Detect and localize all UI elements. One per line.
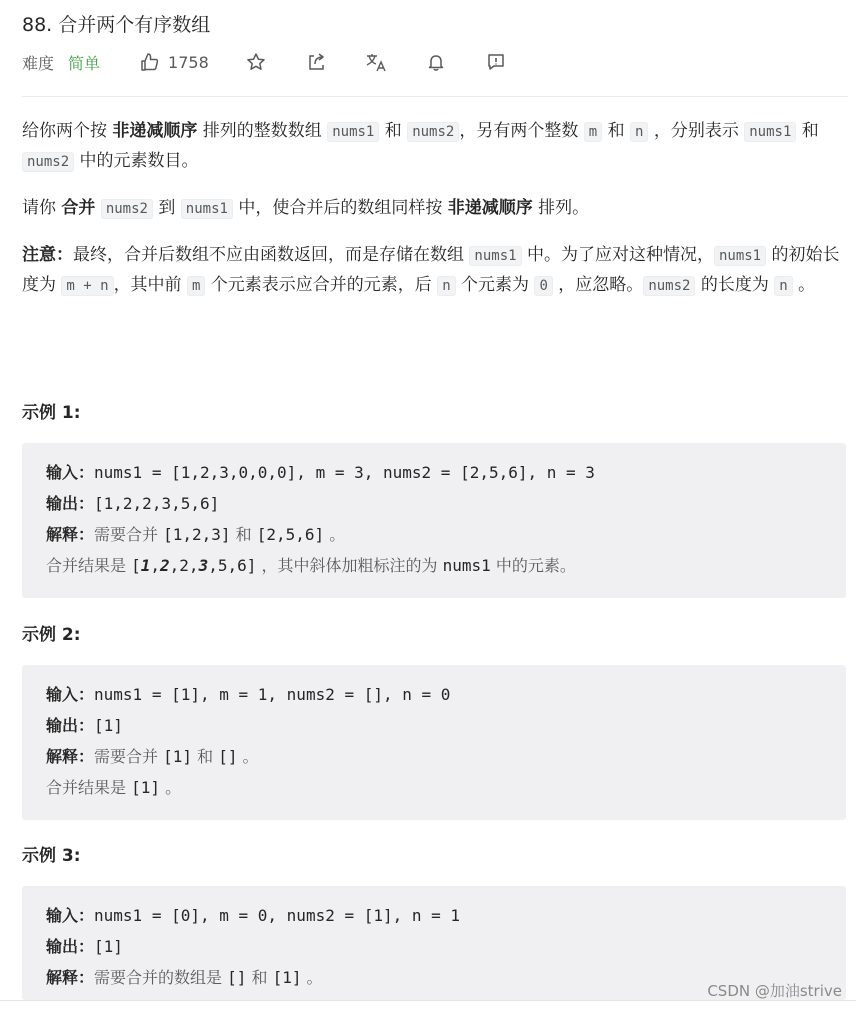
- text: 中。为了应对这种情况，: [521, 245, 714, 265]
- feedback-button[interactable]: [485, 51, 507, 73]
- like-icon: [140, 52, 160, 72]
- text: ,5,6]: [208, 556, 257, 575]
- example-2-box: [22, 665, 846, 820]
- star-icon: [246, 52, 266, 72]
- example-3-explain: [46, 963, 323, 993]
- share-icon: [306, 52, 326, 72]
- text: 给你两个按: [22, 121, 113, 141]
- text: 和: [379, 121, 408, 141]
- difficulty-badge: 简单: [68, 53, 101, 73]
- array-value: [1,2,3]: [163, 525, 231, 544]
- array-value: []: [227, 968, 247, 987]
- inline-code: nums1: [744, 122, 796, 142]
- inline-code: nums1: [181, 199, 233, 219]
- text: 。: [301, 968, 323, 987]
- inline-code: nums2: [407, 122, 459, 142]
- input-label: 输入：: [46, 685, 95, 704]
- problem-meta-bar: [22, 48, 507, 76]
- like-button[interactable]: [140, 52, 209, 72]
- header-divider: [22, 96, 848, 97]
- inline-code: nums2: [643, 276, 695, 296]
- notification-button[interactable]: [425, 51, 447, 73]
- favorite-button[interactable]: [245, 51, 267, 73]
- description-paragraph-2: [22, 194, 842, 224]
- example-2-input: [46, 680, 450, 710]
- description-paragraph-1: [22, 117, 842, 177]
- example-2-explain: [46, 742, 259, 772]
- example-2-title: 示例 2:: [22, 625, 81, 645]
- example-1-result: [46, 551, 576, 581]
- output-label: 输出：: [46, 494, 95, 513]
- text: 请你: [22, 198, 62, 218]
- example-1-input: [46, 458, 595, 488]
- text: ，其中斜体加粗标注的为: [256, 556, 443, 575]
- text: 合并结果是: [46, 778, 132, 797]
- output-label: 输出：: [46, 937, 95, 956]
- input-value: nums1 = [0], m = 0, nums2 = [1], n = 1: [94, 906, 461, 925]
- text: 中，使合并后的数组同样按: [232, 198, 448, 218]
- example-1-explain: [46, 520, 345, 550]
- bell-icon: [426, 52, 446, 72]
- array-value: []: [218, 747, 238, 766]
- like-count: 1758: [168, 52, 209, 72]
- input-label: 输入：: [46, 463, 95, 482]
- explain-label: 解释：: [46, 525, 95, 544]
- text: 和: [602, 121, 630, 141]
- example-3-title: 示例 3:: [22, 846, 81, 866]
- inline-code: m + n: [61, 276, 113, 296]
- text: 的长度为: [695, 275, 775, 295]
- example-1-box: [22, 443, 846, 598]
- inline-code: nums1: [714, 246, 766, 266]
- bold-text: 合并: [61, 198, 96, 218]
- text: 个元素为: [455, 275, 535, 295]
- translate-icon: [365, 52, 387, 72]
- bold-text: 非递减顺序: [112, 121, 198, 141]
- example-1-title: 示例 1:: [22, 403, 81, 423]
- text: 中的元素。: [490, 556, 576, 575]
- text: 需要合并: [94, 525, 164, 544]
- result-array: [1]: [131, 778, 160, 797]
- inline-code: nums1: [327, 122, 379, 142]
- array-value: [1]: [272, 968, 302, 987]
- inline-code: m: [187, 276, 205, 296]
- share-button[interactable]: [305, 51, 327, 73]
- input-value: nums1 = [1], m = 1, nums2 = [], n = 0: [94, 685, 451, 704]
- text: 和: [192, 747, 219, 766]
- text: ，其中前: [113, 275, 187, 295]
- input-value: nums1 = [1,2,3,0,0,0], m = 3, nums2 = [2,5,6], n = 3: [94, 463, 595, 482]
- example-2-output: [46, 711, 123, 741]
- text: ，分别表示: [648, 121, 745, 141]
- example-2-result: [46, 773, 181, 803]
- text: 和: [246, 968, 273, 987]
- text: 。: [237, 747, 259, 766]
- array-value: [2,5,6]: [256, 525, 325, 544]
- emphasis-number: 2: [160, 556, 170, 575]
- text: 。: [324, 525, 346, 544]
- text: 和: [230, 525, 257, 544]
- text: 排列的整数数组: [197, 121, 328, 141]
- inline-code: n: [774, 276, 792, 296]
- watermark: CSDN @加油strive: [707, 982, 842, 1000]
- text: [95, 198, 100, 218]
- text: 到: [152, 198, 181, 218]
- output-value: [1]: [94, 716, 123, 735]
- feedback-icon: [486, 52, 506, 72]
- text: 和: [796, 121, 819, 141]
- input-label: 输入：: [46, 906, 95, 925]
- problem-title: 88. 合并两个有序数组: [22, 14, 211, 36]
- text: 。: [160, 778, 182, 797]
- text: ,2,: [169, 556, 199, 575]
- inline-code: nums2: [101, 199, 153, 219]
- example-3-output: [46, 932, 123, 962]
- result-array: [131, 556, 256, 575]
- output-value: [1]: [94, 937, 123, 956]
- output-value: [1,2,2,3,5,6]: [94, 494, 220, 513]
- inline-code: m: [584, 122, 602, 142]
- text: 。: [792, 275, 816, 295]
- note-label: 注意：: [22, 245, 73, 265]
- output-label: 输出：: [46, 716, 95, 735]
- inline-code: 0: [534, 276, 552, 296]
- example-3-input: [46, 901, 460, 931]
- inline-code: n: [630, 122, 648, 142]
- text: 中的元素数目。: [74, 151, 199, 171]
- text: ，应忽略。: [552, 275, 644, 295]
- array-value: [1]: [163, 747, 193, 766]
- translate-button[interactable]: [365, 51, 387, 73]
- emphasis-number: 1: [140, 556, 151, 575]
- text: 需要合并的数组是: [94, 968, 228, 987]
- emphasis-number: 3: [198, 556, 209, 575]
- inline-code: nums2: [22, 152, 74, 172]
- inline-code: n: [437, 276, 455, 296]
- text: 个元素表示应合并的元素，后: [205, 275, 438, 295]
- text: [: [131, 556, 141, 575]
- description-paragraph-note: [22, 241, 842, 301]
- text: 合并结果是: [46, 556, 132, 575]
- code-value: nums1: [442, 556, 491, 575]
- text: 的初始长度为: [22, 245, 840, 295]
- text: 需要合并: [94, 747, 164, 766]
- difficulty-label: 难度: [22, 53, 55, 73]
- explain-label: 解释：: [46, 968, 95, 987]
- text: 最终，合并后数组不应由函数返回，而是存储在数组: [73, 245, 470, 265]
- inline-code: nums1: [469, 246, 521, 266]
- text: 排列。: [532, 198, 590, 218]
- explain-label: 解释：: [46, 747, 95, 766]
- bold-text: 非递减顺序: [447, 198, 533, 218]
- example-1-output: [46, 489, 219, 519]
- text: ,: [150, 556, 161, 575]
- text: ，另有两个整数: [459, 121, 584, 141]
